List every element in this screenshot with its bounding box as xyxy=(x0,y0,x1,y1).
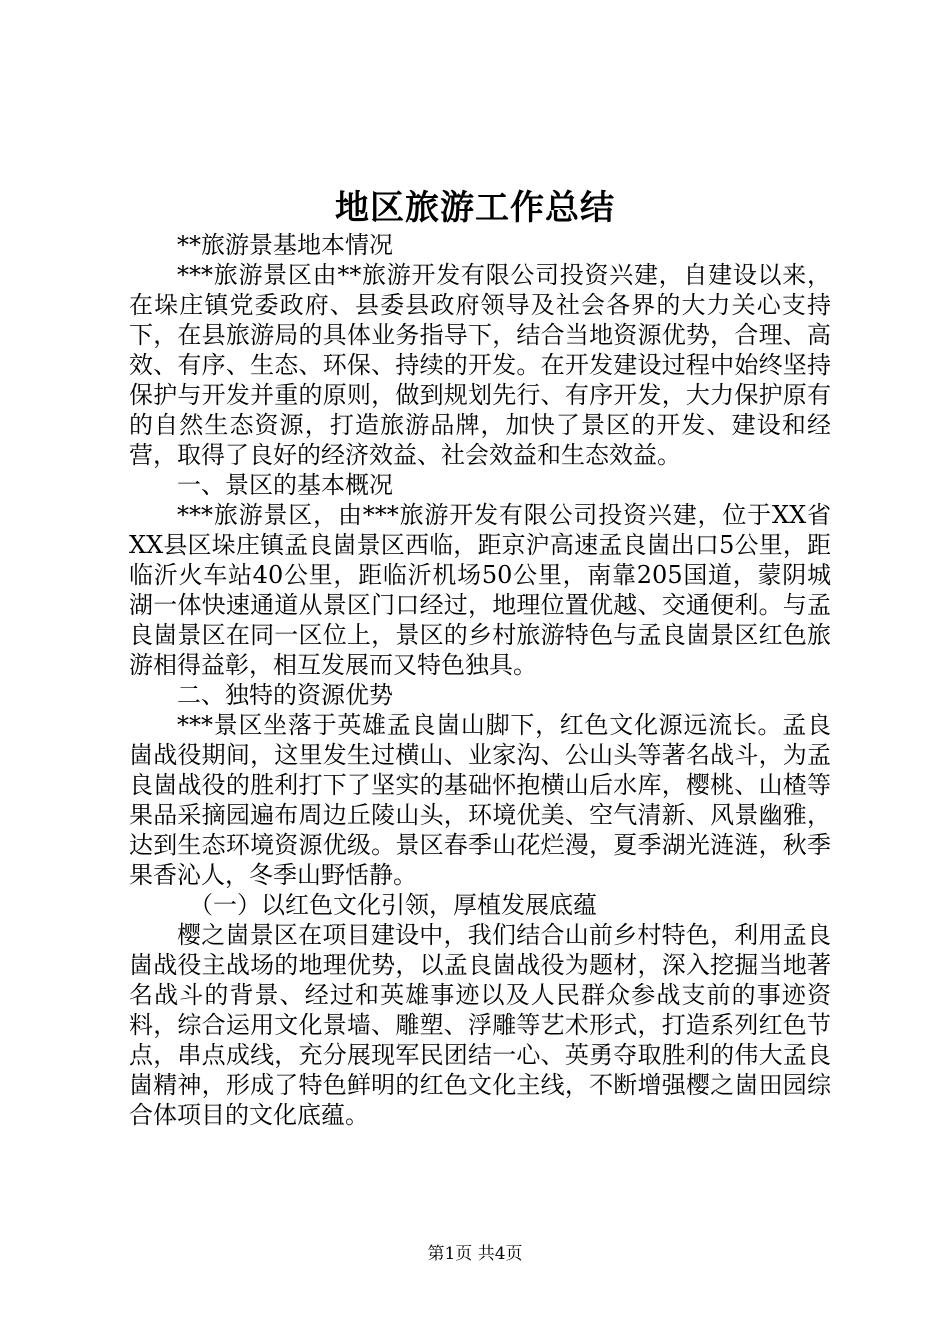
document-title: 地区旅游工作总结 xyxy=(335,188,615,228)
paragraph-red-culture: 樱之崮景区在项目建设中，我们结合山前乡村特色，利用孟良崮战役主战场的地理优势，以孟良崮战役为题材，深入挖掘当地著名战斗的背景、经过和英雄事迹以及人民群众参战支前的事迹资料，综合运用文化景墙、雕塑、浮雕等艺术形式，打造系列红色节点，串点成线，充分展现军民团结一心、英勇夺取胜利的伟大孟良崮精神，形成了特色鲜明的红色文化主线，不断增强樱之崮田园综合体项目的文化底蕴。 xyxy=(129,921,831,1129)
paragraph-resources: ***景区坐落于英雄孟良崮山脚下，红色文化源远流长。孟良崮战役期间，这里发生过横山、业家沟、公山头等著名战斗，为孟良崮战役的胜利打下了坚实的基础怀抱横山后水库，樱桃、山楂等果品采摘园遍布周边丘陵山头，环境优美、空气清新、风景幽雅，达到生态环境资源优级。景区春季山花烂漫，夏季湖光涟涟，秋季果香沁人，冬季山野恬静。 xyxy=(129,711,831,889)
paragraph-intro: ***旅游景区由**旅游开发有限公司投资兴建，自建设以来，在垛庄镇党委政府、县委县政府领导及社会各界的大力关心支持下，在县旅游局的具体业务指导下，结合当地资源优势，合理、高效、有序、生态、环保、持续的开发。在开发建设过程中始终坚持保护与开发并重的原则，做到规划先行、有序开发，大力保护原有的自然生态资源，打造旅游品牌，加快了景区的开发、建设和经营，取得了良好的经济效益、社会效益和生态效益。 xyxy=(129,261,831,469)
section-heading-resources: 二、独特的资源优势 xyxy=(177,681,393,709)
paragraph-basic: ***旅游景区，由***旅游开发有限公司投资兴建，位于XX省XX县区垛庄镇孟良崮景区西临，距京沪高速孟良崮出口5公里，距临沂火车站40公里，距临沂机场50公里，南靠205国道，蒙阴城湖一体快速通道从景区门口经过，地理位置优越、交通便利。与孟良崮景区在同一区位上，景区的乡村旅游特色与孟良崮景区红色旅游相得益彰，相互发展而又特色独具。 xyxy=(129,501,831,679)
section-heading-overview: **旅游景基地本情况 xyxy=(177,231,393,259)
section-heading-basic: 一、景区的基本概况 xyxy=(177,471,393,499)
subsection-heading-red-culture: （一）以红色文化引领，厚植发展底蕴 xyxy=(189,891,597,919)
page-number-footer: 第1页 共4页 xyxy=(427,1244,523,1264)
document-body xyxy=(129,230,831,1130)
